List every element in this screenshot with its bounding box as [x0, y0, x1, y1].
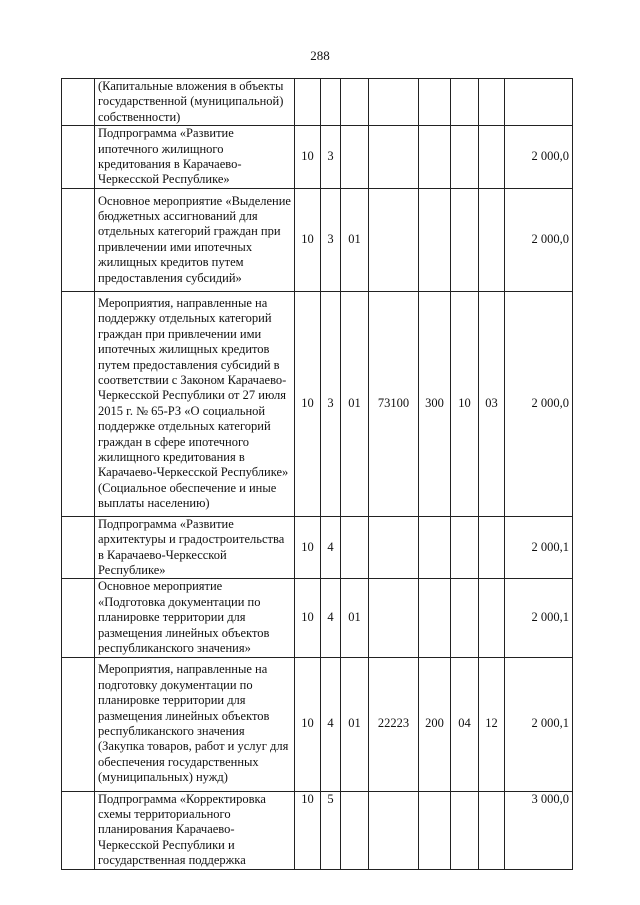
table-cell-vr: [419, 579, 451, 657]
table-cell-amount: 2 000,0: [505, 291, 573, 516]
table-cell-amount: 2 000,0: [505, 188, 573, 291]
table-cell-name: Мероприятия, направленные на поддержку отдельных категорий граждан при привлечении ими ипотечных жилищных кредитов путем предоставления субсидий в соответствии с Законом Карачаево-Черкесской Республики от 27 июля 2015 г. № 65-РЗ «О социальной поддержке отдельных категорий граждан в сфере ипотечного жилищного кредитования в Карачаево-Черкесской Республике» (Социальное обеспечение и иные выплаты населению): [95, 291, 295, 516]
table-cell-name: Подпрограмма «Развитие ипотечного жилищного кредитования в Карачаево-Черкесской Республике»: [95, 126, 295, 189]
table-cell-vr: [419, 516, 451, 579]
table-cell-c7: [451, 579, 479, 657]
table-cell-rz: 10: [295, 126, 321, 189]
table-cell-amount: 2 000,1: [505, 579, 573, 657]
table-cell-cs2: [369, 188, 419, 291]
table-cell-c8: 12: [479, 657, 505, 791]
table-cell-amount: 2 000,1: [505, 516, 573, 579]
table-cell-blank: [62, 657, 95, 791]
table-row: [62, 188, 573, 291]
table-cell-c8: [479, 126, 505, 189]
table-cell-c7: [451, 126, 479, 189]
table-cell-c8: [479, 188, 505, 291]
table-cell-pr: 3: [321, 126, 341, 189]
budget-table: [61, 78, 573, 870]
table-cell-cs1: [341, 791, 369, 869]
table-row: [62, 657, 573, 791]
table-cell-rz: 10: [295, 657, 321, 791]
table-cell-cs1: [341, 126, 369, 189]
table-row: [62, 791, 573, 869]
table-cell-c7: [451, 188, 479, 291]
table-cell-name: Мероприятия, направленные на подготовку документации по планировке территории для размещения линейных объектов республиканского значения (Закупка товаров, работ и услуг для обеспечения государственных (муниципальных) нужд): [95, 657, 295, 791]
table-cell-c8: [479, 79, 505, 126]
table-cell-blank: [62, 79, 95, 126]
table-cell-cs2: [369, 79, 419, 126]
table-cell-rz: 10: [295, 579, 321, 657]
table-cell-cs1: 01: [341, 188, 369, 291]
table-cell-rz: 10: [295, 188, 321, 291]
table-cell-c7: 10: [451, 291, 479, 516]
table-cell-cs2: [369, 791, 419, 869]
table-cell-vr: [419, 126, 451, 189]
table-cell-cs2: [369, 126, 419, 189]
table-cell-cs2: [369, 579, 419, 657]
table-cell-cs2: 73100: [369, 291, 419, 516]
table-cell-amount: 2 000,0: [505, 126, 573, 189]
table-cell-c7: [451, 79, 479, 126]
table-cell-cs1: [341, 516, 369, 579]
table-cell-cs1: 01: [341, 579, 369, 657]
table-cell-vr: [419, 791, 451, 869]
table-cell-blank: [62, 291, 95, 516]
table-cell-blank: [62, 188, 95, 291]
table-cell-name: Подпрограмма «Развитие архитектуры и градостроительства в Карачаево-Черкесской Республике»: [95, 516, 295, 579]
table-cell-pr: 4: [321, 657, 341, 791]
table-cell-rz: 10: [295, 791, 321, 869]
table-cell-c8: [479, 579, 505, 657]
table-cell-rz: 10: [295, 291, 321, 516]
table-cell-amount: [505, 79, 573, 126]
table-cell-c7: [451, 516, 479, 579]
page-number: 288: [310, 48, 330, 63]
table-cell-c7: [451, 791, 479, 869]
table-cell-pr: 4: [321, 516, 341, 579]
table-cell-c7: 04: [451, 657, 479, 791]
table-cell-c8: 03: [479, 291, 505, 516]
table-row: [62, 126, 573, 189]
table-cell-name: Основное мероприятие «Выделение бюджетных ассигнований для отдельных категорий граждан при привлечении ими ипотечных жилищных кредитов путем предоставления субсидий»: [95, 188, 295, 291]
table-cell-name: (Капитальные вложения в объекты государственной (муниципальной) собственности): [95, 79, 295, 126]
table-cell-cs1: 01: [341, 291, 369, 516]
table-cell-vr: [419, 79, 451, 126]
table-cell-c8: [479, 791, 505, 869]
table-cell-pr: 5: [321, 791, 341, 869]
table-cell-blank: [62, 791, 95, 869]
table-cell-pr: [321, 79, 341, 126]
table-cell-vr: 200: [419, 657, 451, 791]
table-cell-pr: 3: [321, 291, 341, 516]
table-row: [62, 579, 573, 657]
table-cell-pr: 4: [321, 579, 341, 657]
table-cell-amount: 2 000,1: [505, 657, 573, 791]
table-cell-pr: 3: [321, 188, 341, 291]
table-cell-cs2: [369, 516, 419, 579]
table-row: [62, 291, 573, 516]
table-cell-blank: [62, 126, 95, 189]
table-cell-blank: [62, 516, 95, 579]
table-cell-name: Подпрограмма «Корректировка схемы территориального планирования Карачаево-Черкесской Республики и государственная поддержка: [95, 791, 295, 869]
table-cell-rz: [295, 79, 321, 126]
table-cell-c8: [479, 516, 505, 579]
table-cell-cs2: 22223: [369, 657, 419, 791]
table-cell-name: Основное мероприятие «Подготовка документации по планировке территории для размещения линейных объектов республиканского значения»: [95, 579, 295, 657]
table-cell-cs1: [341, 79, 369, 126]
table-cell-cs1: 01: [341, 657, 369, 791]
table-cell-amount: 3 000,0: [505, 791, 573, 869]
table-cell-vr: 300: [419, 291, 451, 516]
table-cell-rz: 10: [295, 516, 321, 579]
table-row: [62, 79, 573, 126]
table-cell-blank: [62, 579, 95, 657]
table-cell-vr: [419, 188, 451, 291]
table-row: [62, 516, 573, 579]
